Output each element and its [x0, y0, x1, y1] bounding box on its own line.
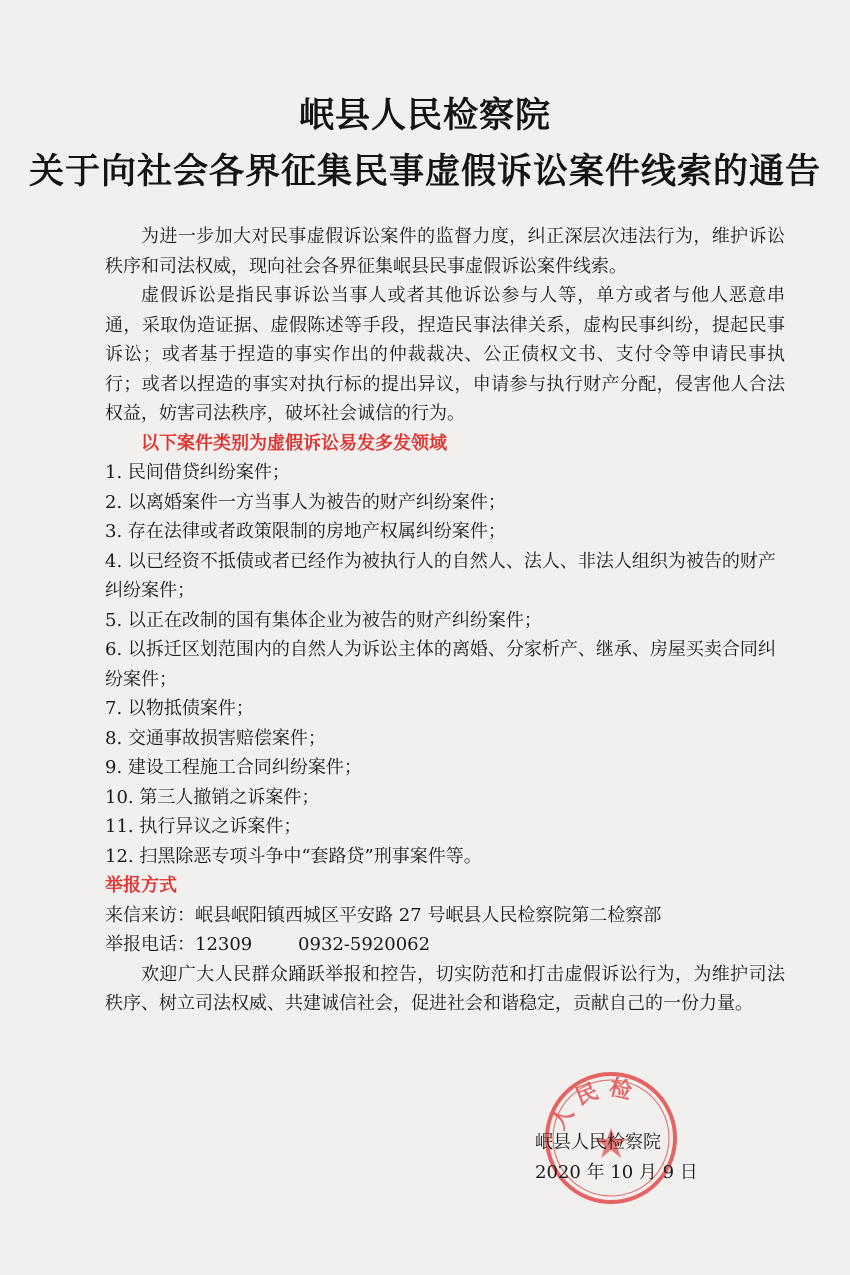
closing-paragraph: 欢迎广大人民群众踊跃举报和控告，切实防范和打击虚假诉讼行为，为维护司法秩序、树立司法权威、共建诚信社会，促进社会和谐稳定，贡献自己的一份力量。 [105, 963, 785, 1014]
report-phone: 举报电话：12309 0932-5920062 [105, 934, 431, 955]
list-item: 10. 第三人撤销之诉案件； [105, 786, 320, 808]
list-item: 9. 建设工程施工合同纠纷案件； [105, 757, 362, 778]
definition-paragraph: 虚假诉讼是指民事诉讼当事人或者其他诉讼参与人等，单方或者与他人恶意串通，采取伪造证据、虚假陈述等手段，捏造民事法律关系，虚构民事纠纷，提起民事诉讼；或者基于捏造的事实作出的仲裁裁决、公正债权文书、支付令等申请民事执行；或者以捏造的事实对执行标的提出异议，申请参与执行财产分配，侵害他人合法权益，妨害司法秩序，破坏社会诚信的行为。 [105, 285, 785, 424]
signature: 岷县人民检察院 [535, 1132, 661, 1153]
list-item: 11. 执行异议之诉案件； [105, 816, 302, 837]
list-item: 1. 民间借贷纠纷案件； [105, 462, 290, 483]
title-line-2: 关于向社会各界征集民事虚假诉讼案件线索的通告 [28, 151, 821, 192]
intro-paragraph: 为进一步加大对民事虚假诉讼案件的监督力度，纠正深层次违法行为，维护诉讼秩序和司法权威，现向社会各界征集岷县民事虚假诉讼案件线索。 [105, 226, 785, 277]
list-item: 8. 交通事故损害赔偿案件； [105, 727, 326, 749]
list-item: 12. 扫黑除恶专项斗争中“套路贷”刑事案件等。 [105, 845, 482, 867]
list-item: 6. 以拆迁区划范围内的自然人为诉讼主体的离婚、分家析产、继承、房屋买卖合同纠纷案件； [105, 639, 776, 690]
seal-text: 人民检 [545, 1074, 643, 1135]
title-line-1: 岷县人民检察院 [298, 95, 551, 136]
date: 2020 年 10 月 9 日 [535, 1162, 698, 1183]
section-heading: 以下案件类别为虚假诉讼易发多发领域 [141, 432, 447, 454]
list-item: 2. 以离婚案件一方当事人为被告的财产纠纷案件； [105, 491, 506, 513]
svg-text:人民检 [546, 1074, 643, 1134]
visit-address: 来信来访：岷县岷阳镇西城区平安路 27 号岷县人民检察院第二检察部 [105, 904, 662, 926]
list-item: 5. 以正在改制的国有集体企业为被告的财产纠纷案件； [105, 609, 542, 631]
list-item: 4. 以已经资不抵债或者已经作为被执行人的自然人、法人、非法人组织为被告的财产纠纷案件； [105, 550, 776, 601]
list-item: 3. 存在法律或者政策限制的房地产权属纠纷案件； [105, 521, 506, 542]
list-item: 7. 以物抵债案件； [105, 698, 254, 719]
notice-body [105, 222, 785, 1019]
report-heading: 举报方式 [105, 875, 177, 896]
